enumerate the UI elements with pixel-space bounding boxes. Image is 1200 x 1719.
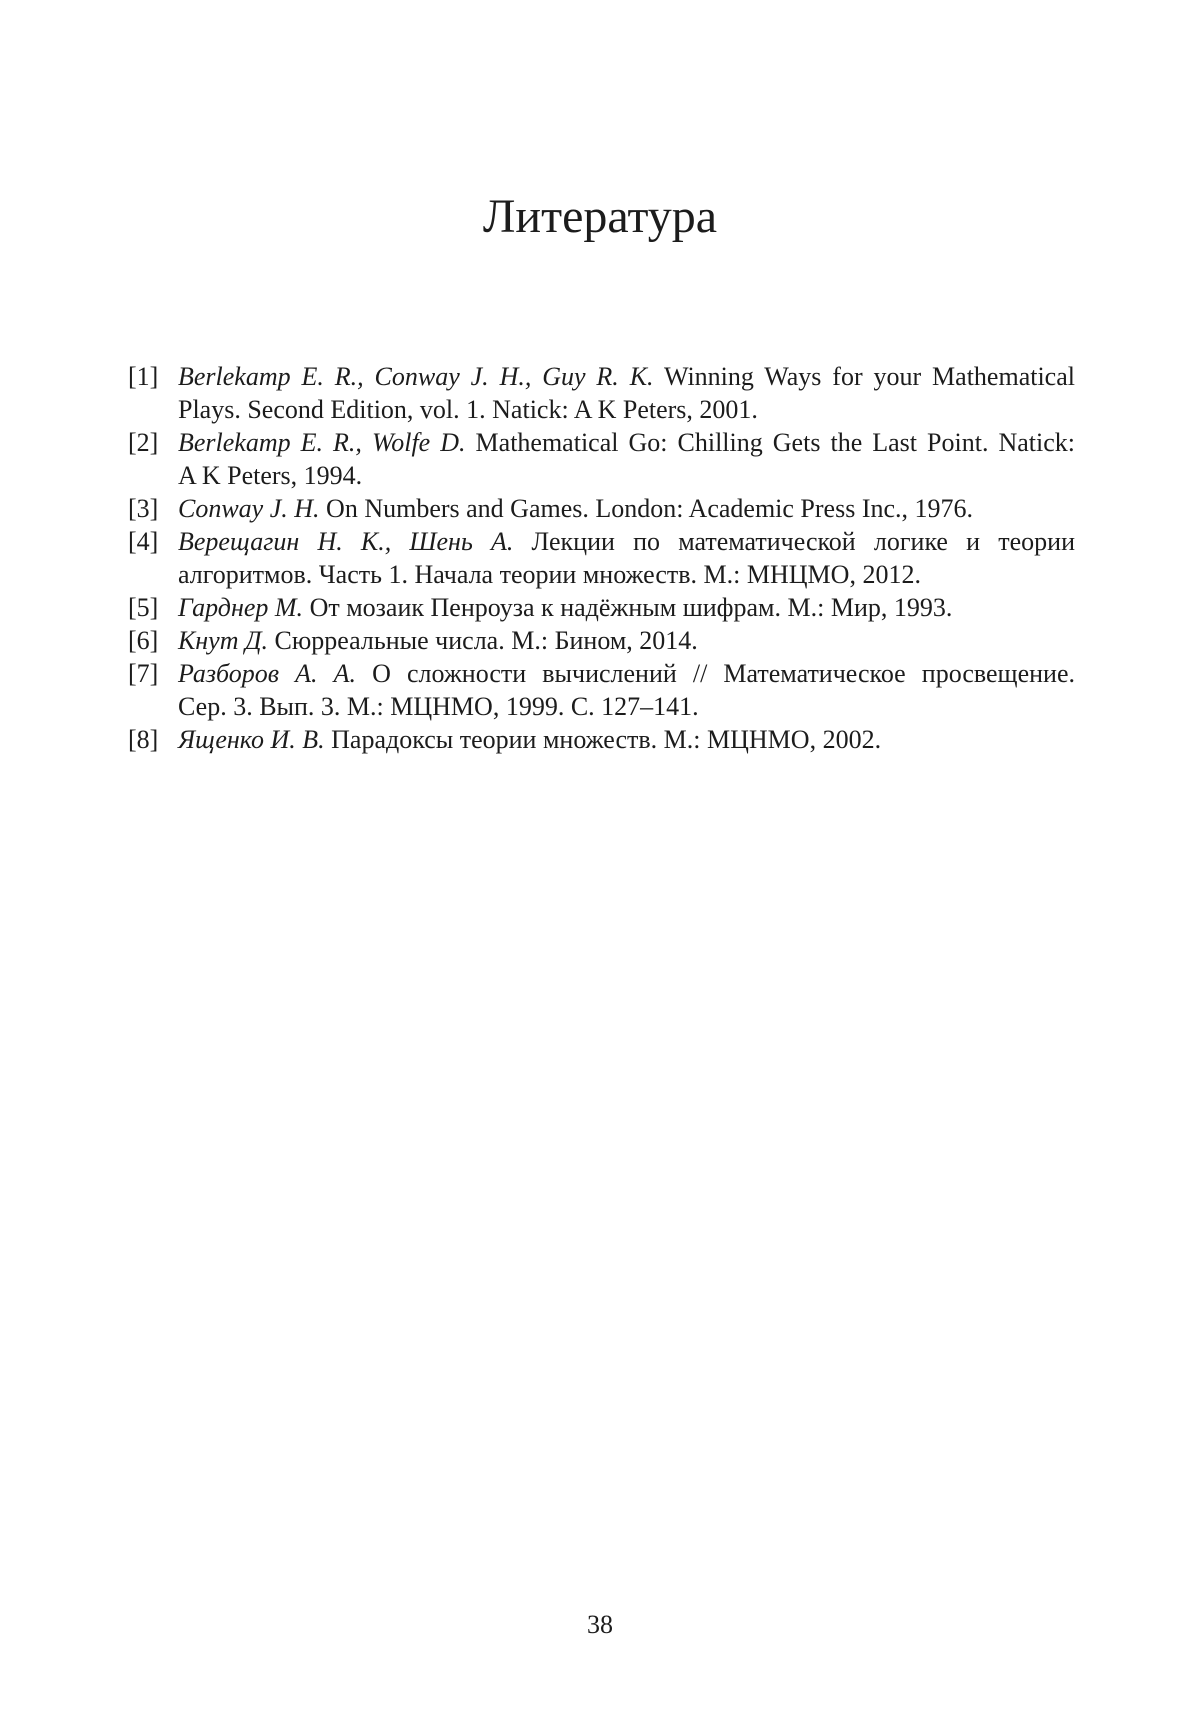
reference-line: [178, 624, 1075, 657]
reference-text: [178, 591, 1075, 624]
reference-item: [128, 525, 1075, 591]
reference-text: [178, 360, 1075, 426]
reference-item: [128, 723, 1075, 756]
reference-label: [2]: [128, 428, 159, 457]
reference-title-text: Winning Ways for your Mathematical: [653, 362, 1075, 391]
reference-item: [128, 360, 1075, 426]
reference-line: [178, 360, 1075, 393]
reference-line: [178, 591, 1075, 624]
reference-label: [6]: [128, 626, 159, 655]
reference-title-text: Лекции по математической логике и теории: [513, 527, 1076, 556]
page-number: 38: [587, 1610, 613, 1639]
reference-item: [128, 426, 1075, 492]
reference-title-text: О сложности вычислений // Математическое просвещение.: [356, 659, 1075, 688]
reference-line: [178, 393, 1075, 426]
reference-title-text: Сюрреальные числа. М.: Бином, 2014.: [268, 626, 698, 655]
reference-item: [128, 591, 1075, 624]
reference-label: [4]: [128, 527, 159, 556]
reference-label: [1]: [128, 362, 159, 391]
reference-title-text: Mathematical Go: Chilling Gets the Last Point. Natick:: [465, 428, 1075, 457]
reference-title-text: От мозаик Пенроуза к надёжным шифрам. М.: Мир, 1993.: [303, 593, 953, 622]
reference-line: [178, 459, 1075, 492]
reference-text: [178, 492, 1075, 525]
reference-title-text: алгоритмов. Часть 1. Начала теории множеств. М.: МНЦМО, 2012.: [178, 560, 921, 589]
bibliography-list: [128, 360, 1075, 756]
reference-text: [178, 723, 1075, 756]
reference-item: [128, 657, 1075, 723]
reference-line: [178, 690, 1075, 723]
page-title: Литература: [482, 190, 718, 243]
reference-authors: Ященко И. В.: [178, 725, 325, 754]
reference-authors: Разборов А. А.: [178, 659, 356, 688]
reference-title-text: Парадоксы теории множеств. М.: МЦНМО, 2002.: [324, 725, 882, 754]
reference-authors: Верещагин Н. К., Шень А.: [178, 527, 514, 556]
reference-line: [178, 492, 1075, 525]
reference-label: [7]: [128, 659, 159, 688]
reference-text: [178, 426, 1075, 492]
reference-item: [128, 492, 1075, 525]
reference-line: [178, 657, 1075, 690]
reference-label: [8]: [128, 725, 159, 754]
reference-line: [178, 723, 1075, 756]
reference-title-text: Plays. Second Edition, vol. 1. Natick: A K Peters, 2001.: [178, 395, 758, 424]
reference-text: [178, 525, 1075, 591]
reference-authors: Berlekamp E. R., Conway J. H., Guy R. K.: [178, 362, 654, 391]
reference-authors: Conway J. H.: [178, 494, 320, 523]
reference-authors: Кнут Д.: [178, 626, 269, 655]
reference-authors: Гарднер М.: [178, 593, 304, 622]
reference-line: [178, 525, 1075, 558]
reference-label: [5]: [128, 593, 159, 622]
reference-text: [178, 624, 1075, 657]
reference-line: [178, 426, 1075, 459]
reference-item: [128, 624, 1075, 657]
reference-authors: Berlekamp E. R., Wolfe D.: [178, 428, 466, 457]
reference-line: [178, 558, 1075, 591]
reference-label: [3]: [128, 494, 159, 523]
reference-text: [178, 657, 1075, 723]
reference-title-text: Сер. 3. Вып. 3. М.: МЦНМО, 1999. С. 127–141.: [178, 692, 699, 721]
reference-title-text: On Numbers and Games. London: Academic Press Inc., 1976.: [319, 494, 974, 523]
reference-title-text: A K Peters, 1994.: [178, 461, 363, 490]
